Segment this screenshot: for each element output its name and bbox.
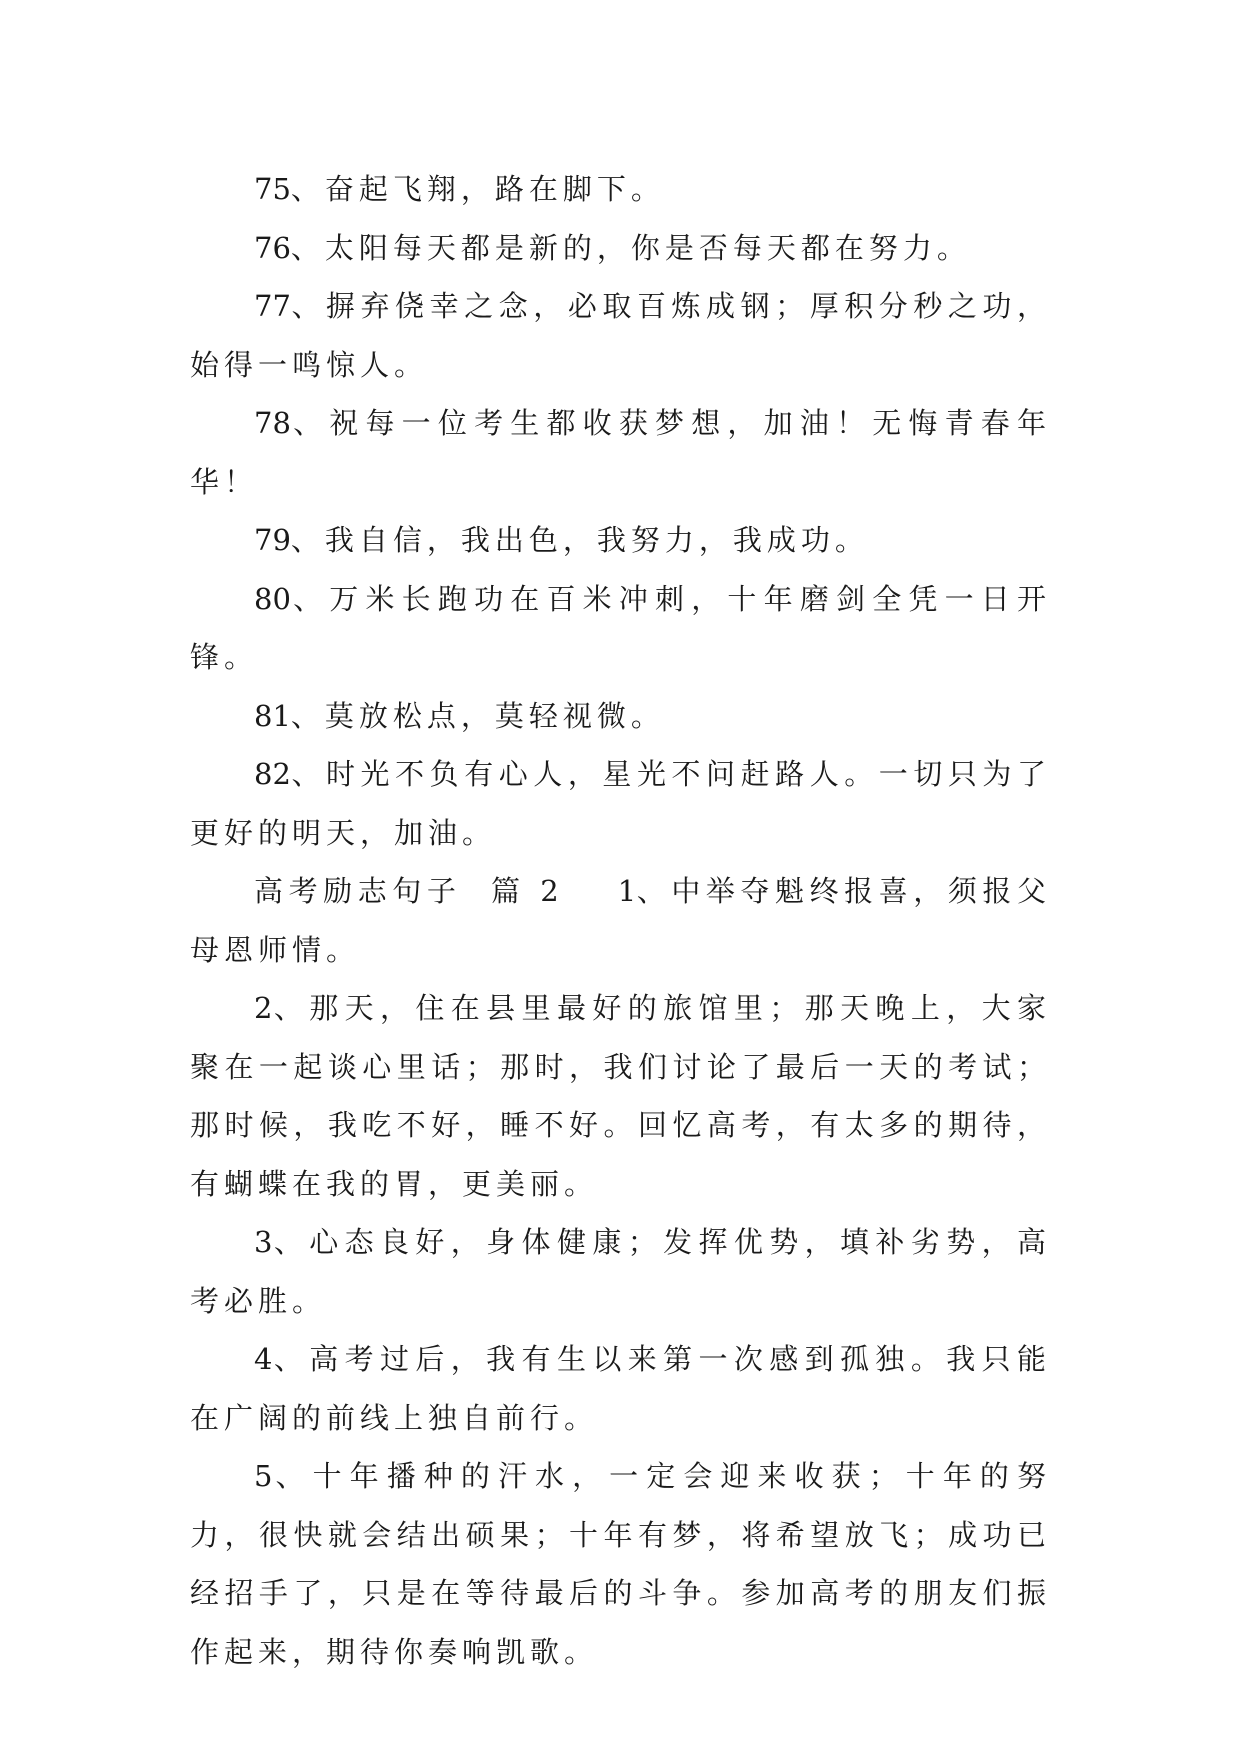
- section-heading: 高考励志句子 篇 2: [254, 874, 564, 908]
- item-text: 、莫放松点，莫轻视微。: [290, 698, 665, 733]
- item-number: 4: [254, 1342, 273, 1376]
- paragraph-2: [190, 979, 1051, 1213]
- item-number: 1: [617, 874, 637, 908]
- item-text: 、那天，住在县里最好的旅馆里；那天晚上，大家聚在一起谈心里话；那时，我们讨论了最后一天的考试；那时候，我吃不好，睡不好。回忆高考，有太多的期待，有蝴蝶在我的胃，更美丽。: [190, 991, 1051, 1201]
- paragraph-77: [190, 277, 1051, 394]
- paragraph-4: [190, 1330, 1051, 1447]
- item-number: 75: [254, 172, 291, 206]
- item-text: 、太阳每天都是新的，你是否每天都在努力。: [290, 230, 971, 265]
- item-number: 78: [254, 406, 291, 440]
- item-number: 5: [254, 1459, 273, 1493]
- paragraph-75: [190, 160, 1051, 219]
- item-number: 2: [254, 991, 273, 1025]
- paragraph-82: [190, 745, 1051, 862]
- paragraph-76: [190, 219, 1051, 278]
- item-number: 77: [254, 289, 291, 323]
- item-number: 82: [254, 757, 291, 791]
- item-text: 、奋起飞翔，路在脚下。: [290, 172, 665, 206]
- paragraph-79: [190, 511, 1051, 570]
- paragraph-78: [190, 394, 1051, 511]
- item-number: 76: [254, 230, 291, 265]
- item-text: 、摒弃侥幸之念，必取百炼成钢；厚积分秒之功，始得一鸣惊人。: [190, 289, 1051, 382]
- item-text: 、高考过后，我有生以来第一次感到孤独。我只能在广阔的前线上独自前行。: [190, 1342, 1051, 1435]
- item-text: 、祝每一位考生都收获梦想，加油！无悔青春年华！: [190, 406, 1051, 499]
- item-number: 81: [254, 698, 291, 733]
- item-text: 、万米长跑功在百米冲刺，十年磨剑全凭一日开锋。: [190, 581, 1051, 674]
- item-text: 、时光不负有心人，星光不问赶路人。一切只为了更好的明天，加油。: [190, 757, 1051, 850]
- paragraph-81: [190, 687, 1051, 746]
- item-text: 、我自信，我出色，我努力，我成功。: [290, 523, 869, 557]
- paragraph-5: [190, 1447, 1051, 1681]
- item-number: 80: [254, 581, 291, 616]
- section-heading-paragraph: [190, 862, 1051, 979]
- item-number: 3: [254, 1225, 273, 1259]
- item-text: 、心态良好，身体健康；发挥优势，填补劣势，高考必胜。: [190, 1225, 1051, 1318]
- item-text: 、十年播种的汗水，一定会迎来收获；十年的努力，很快就会结出硕果；十年有梦，将希望放飞；成功已经招手了，只是在等待最后的斗争。参加高考的朋友们振作起来，期待你奏响凯歌。: [190, 1459, 1051, 1669]
- item-text: 、中举夺魁终报喜，须报父母恩师情。: [190, 874, 1051, 967]
- paragraph-3: [190, 1213, 1051, 1330]
- item-number: 79: [254, 523, 291, 557]
- paragraph-80: [190, 570, 1051, 687]
